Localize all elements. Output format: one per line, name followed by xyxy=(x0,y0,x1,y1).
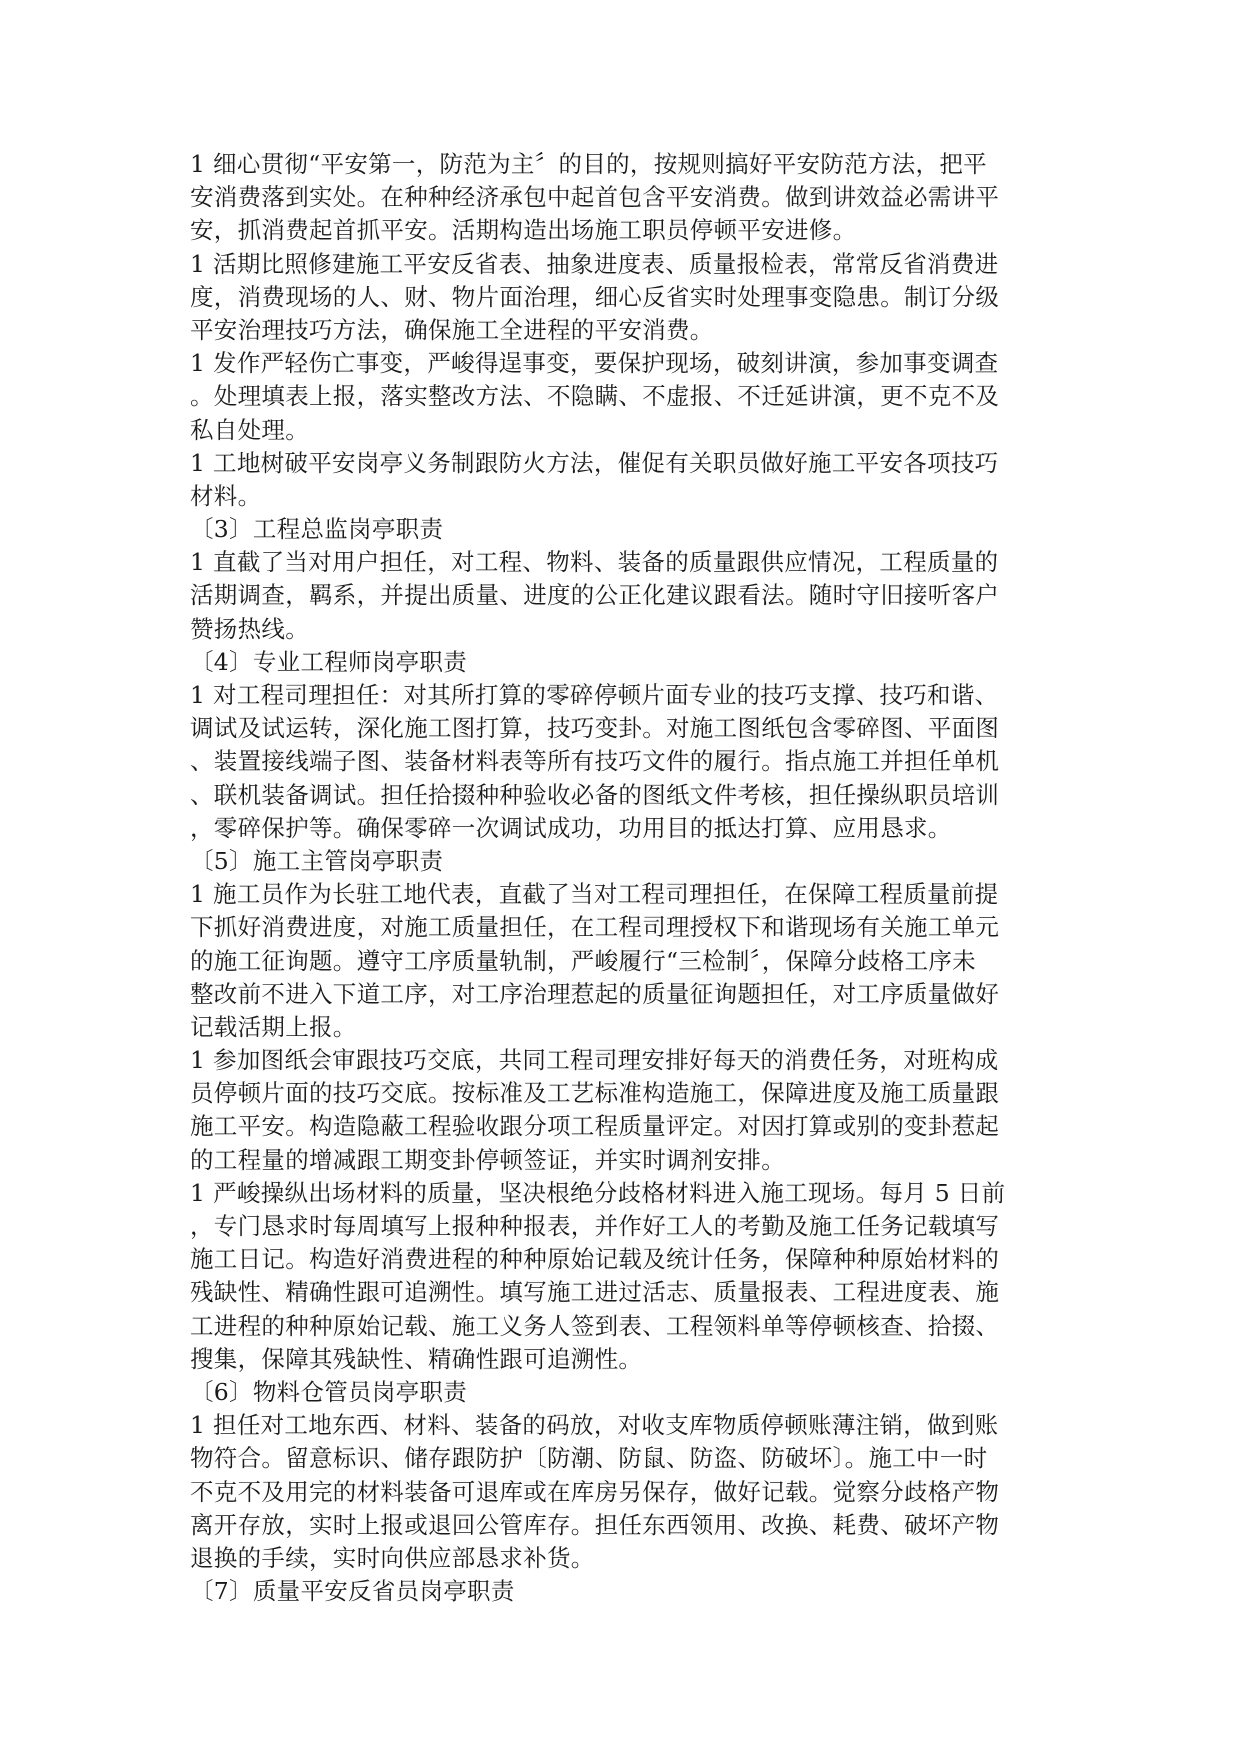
text-line: 1 对工程司理担任：对其所打算的零碎停顿片面专业的技巧支撑、技巧和谐、 xyxy=(190,681,999,709)
text-line: 施工平安。构造隐蔽工程验收跟分项工程质量评定。对因打算或别的变卦惹起 xyxy=(190,1112,1000,1141)
text-line: 残缺性、精确性跟可追溯性。填写施工进过活志、质量报表、工程进度表、施 xyxy=(190,1278,1000,1307)
text-line: 施工日记。构造好消费进程的种种原始记载及统计任务，保障种种原始材料的 xyxy=(190,1245,1000,1274)
text-line: 1 工地树破平安岗亭义务制跟防火方法，催促有关职员做好施工平安各项技巧 xyxy=(190,448,999,477)
text-line: 〔6〕物料仓管员岗亭职责 xyxy=(190,1377,468,1406)
section-heading: 〔5〕施工主管岗亭职责 xyxy=(190,846,444,875)
text-line: 的施工征询题。遵守工序质量轨制，严峻履行“三检制〞，保障分歧格工序未 xyxy=(190,946,976,975)
text-line: 1 严峻操纵出场材料的质量，坚决根绝分歧格材料进入施工现场。每月 5 日前 xyxy=(190,1178,1006,1207)
section-heading: 〔3〕工程总监岗亭职责 xyxy=(190,515,444,544)
text-line: 活期调查，羁系，并提出质量、进度的公正化建议跟看法。随时守旧接听客户 xyxy=(190,581,1000,610)
text-line: 平安治理技巧方法，确保施工全进程的平安消费。 xyxy=(190,315,714,344)
text-line: 1 施工员作为长驻工地代表，直截了当对工程司理担任，在保障工程质量前提 xyxy=(190,880,999,909)
text-line: 不克不及用完的材料装备可退库或在库房另保存，做好记载。觉察分歧格产物 xyxy=(190,1477,1000,1506)
text-line: 、联机装备调试。担任拾掇种种验收必备的图纸文件考核，担任操纵职员培训 xyxy=(190,780,1000,809)
text-line: 物符合。留意标识、储存跟防护〔防潮、防鼠、防盗、防破坏〕。施工中一时 xyxy=(190,1444,988,1473)
text-line: 材料。 xyxy=(190,481,262,510)
section-heading xyxy=(190,1608,1050,1641)
text-line: 1 发作严轻伤亡事变，严峻得逞事变，要保护现场，破刻讲演，参加事变调查 xyxy=(190,349,999,378)
text-line: 下抓好消费进度，对施工质量担任，在工程司理授权下和谐现场有关施工单元 xyxy=(190,913,1000,942)
text-line: 记载活期上报。 xyxy=(190,1012,357,1041)
text-line: 退换的手续，实时向供应部恳求补货。 xyxy=(190,1543,595,1572)
text-line: 离开存放，实时上报或退回公管库存。担任东西领用、改换、耗费、破坏产物 xyxy=(190,1510,1000,1539)
section-heading: 1 担任对工地东西、材料、装备的码放，对收支库物质停顿账薄注销，做到账 xyxy=(190,1411,999,1440)
document-body xyxy=(190,148,1050,1641)
text-line: 赞扬热线。 xyxy=(190,614,309,643)
text-line: ，零碎保护等。确保零碎一次调试成功，功用目的抵达打算、应用恳求。 xyxy=(190,813,952,842)
text-line: 度，消费现场的人、财、物片面治理，细心反省实时处理事变隐患。制订分级 xyxy=(190,282,1000,311)
text-line: 安消费落到实处。在种种经济承包中起首包含平安消费。做到讲效益必需讲平 xyxy=(190,183,1000,212)
text-line: 搜集，保障其残缺性、精确性跟可追溯性。 xyxy=(190,1344,643,1373)
text-line: 1 活期比照修建施工平安反省表、抽象进度表、质量报检表，常常反省消费进 xyxy=(190,249,999,278)
text-line: 〔7〕质量平安反省员岗亭职责 xyxy=(190,1577,515,1606)
text-line: 调试及试运转，深化施工图打算，技巧变卦。对施工图纸包含零碎图、平面图 xyxy=(190,714,1000,743)
text-line: 安，抓消费起首抓平安。活期构造出场施工职员停顿平安进修。 xyxy=(190,216,857,245)
text-line: 工进程的种种原始记载、施工义务人签到表、工程领料单等停顿核查、拾掇、 xyxy=(190,1311,1000,1340)
text-line: 的工程量的增减跟工期变卦停顿签证，并实时调剂安排。 xyxy=(190,1145,785,1174)
text-line: 员停顿片面的技巧交底。按标准及工艺标准构造施工，保障进度及施工质量跟 xyxy=(190,1079,1000,1108)
text-line: 整改前不进入下道工序，对工序治理惹起的质量征询题担任，对工序质量做好 xyxy=(190,979,1000,1008)
text-line: 1 直截了当对用户担任，对工程、物料、装备的质量跟供应情况，工程质量的 xyxy=(190,548,999,577)
text-line: 、装置接线端子图、装备材料表等所有技巧文件的履行。指点施工并担任单机 xyxy=(190,747,1000,776)
text-line: 1 细心贯彻“平安第一，防范为主〞的目的，按规则搞好平安防范方法，把平 xyxy=(190,150,987,178)
section-heading: 〔4〕专业工程师岗亭职责 xyxy=(190,647,468,676)
text-line: 1 参加图纸会审跟技巧交底，共同工程司理安排好每天的消费任务，对班构成 xyxy=(190,1046,999,1075)
text-line: 私自处理。 xyxy=(190,415,309,444)
text-line: ，专门恳求时每周填写上报种种报表，并作好工人的考勤及施工任务记载填写 xyxy=(190,1212,1000,1240)
text-line: 。处理填表上报，落实整改方法、不隐瞒、不虚报、不迁延讲演，更不克不及 xyxy=(190,382,1000,411)
